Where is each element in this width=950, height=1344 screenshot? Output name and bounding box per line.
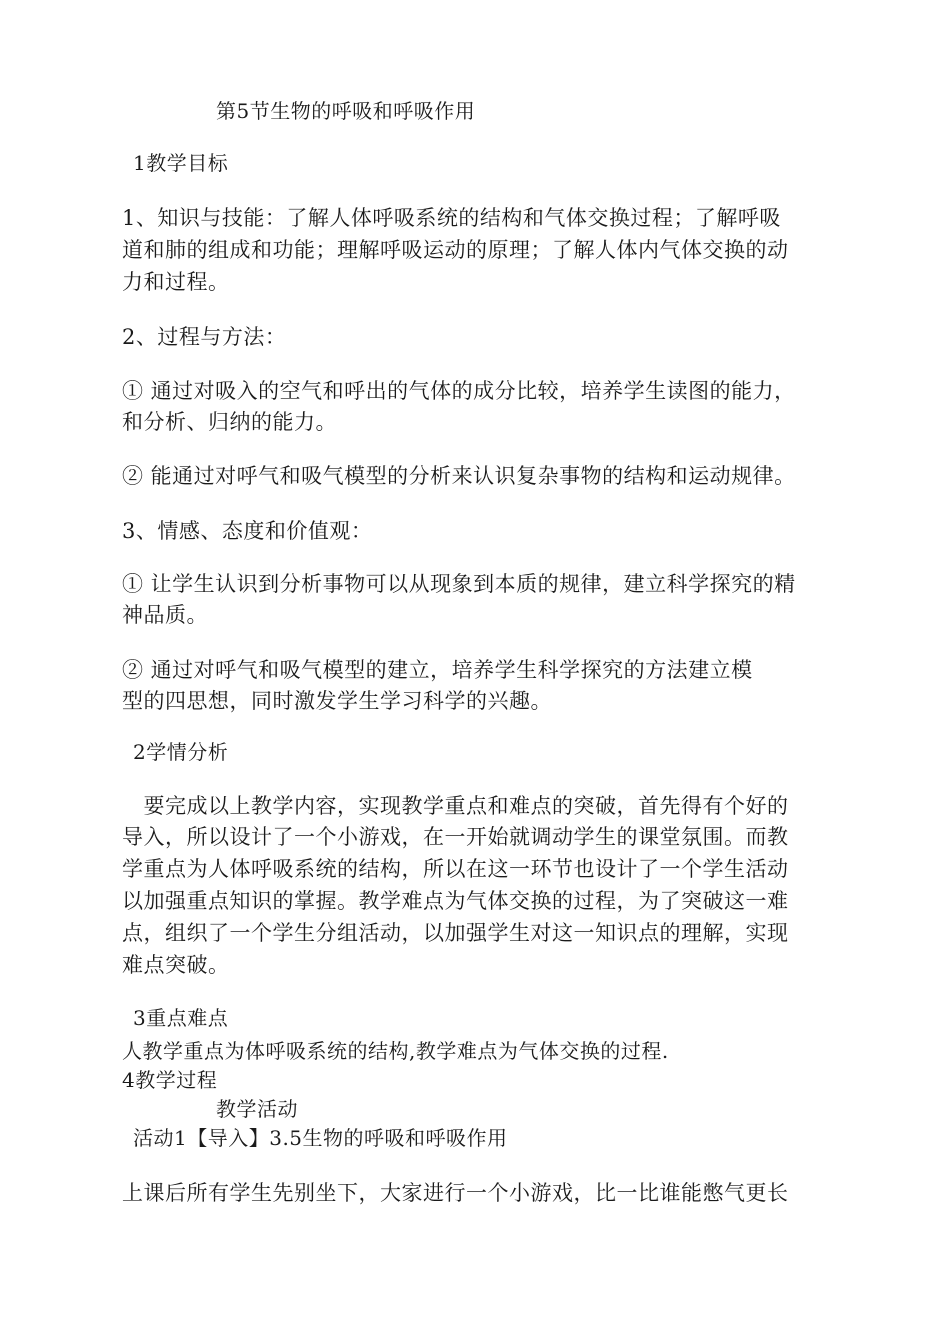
paragraph-attitude-2-line-1: ② 通过对呼气和吸气模型的建立，培养学生科学探究的方法建立模: [122, 658, 753, 682]
paragraph-analysis-line-3: 学重点为人体呼吸系统的结构，所以在这一环节也设计了一个学生活动: [122, 857, 789, 881]
paragraph-attitude-heading: 3、情感、态度和价值观：: [122, 519, 373, 543]
paragraph-activity-intro: 上课后所有学生先别坐下，大家进行一个小游戏，比一比谁能憋气更长: [122, 1181, 789, 1205]
activity-1-heading: 活动1【导入】3.5生物的呼吸和呼吸作用: [133, 1126, 508, 1150]
paragraph-knowledge-line-1: 1、知识与技能：了解人体呼吸系统的结构和气体交换过程；了解呼吸: [122, 206, 781, 230]
paragraph-analysis-line-5: 点，组织了一个学生分组活动，以加强学生对这一知识点的理解，实现: [122, 921, 789, 945]
paragraph-knowledge-line-3: 力和过程。: [122, 270, 230, 294]
paragraph-process-2: ② 能通过对呼气和吸气模型的分析来认识复杂事物的结构和运动规律。: [122, 464, 796, 488]
doc-title: 第5节生物的呼吸和呼吸作用: [216, 99, 476, 123]
section-heading-2: 2学情分析: [133, 740, 229, 764]
paragraph-process-heading: 2、过程与方法：: [122, 325, 287, 349]
paragraph-attitude-2-line-2: 型的四思想，同时激发学生学习科学的兴趣。: [122, 689, 552, 713]
paragraph-analysis-line-1: 要完成以上教学内容，实现教学重点和难点的突破，首先得有个好的: [122, 794, 789, 818]
section-heading-1: 1教学目标: [133, 151, 229, 175]
paragraph-key-points: 人教学重点为体呼吸系统的结构,教学难点为气体交换的过程.: [122, 1039, 669, 1063]
paragraph-attitude-1-line-2: 神品质。: [122, 603, 208, 627]
paragraph-process-1-line-1: ① 通过对吸入的空气和呼出的气体的成分比较，培养学生读图的能力，: [122, 379, 796, 403]
paragraph-process-1-line-2: 和分析、归纳的能力。: [122, 410, 337, 434]
paragraph-attitude-1-line-1: ① 让学生认识到分析事物可以从现象到本质的规律，建立科学探究的精: [122, 572, 796, 596]
paragraph-analysis-line-6: 难点突破。: [122, 953, 230, 977]
teaching-activity-label: 教学活动: [216, 1097, 298, 1121]
paragraph-analysis-line-4: 以加强重点知识的掌握。教学难点为气体交换的过程，为了突破这一难: [122, 889, 789, 913]
section-heading-4: 4教学过程: [122, 1068, 218, 1092]
paragraph-knowledge-line-2: 道和肺的组成和功能；理解呼吸运动的原理；了解人体内气体交换的动: [122, 238, 789, 262]
section-heading-3: 3重点难点: [133, 1006, 229, 1030]
paragraph-analysis-line-2: 导入，所以设计了一个小游戏，在一开始就调动学生的课堂氛围。而教: [122, 825, 789, 849]
